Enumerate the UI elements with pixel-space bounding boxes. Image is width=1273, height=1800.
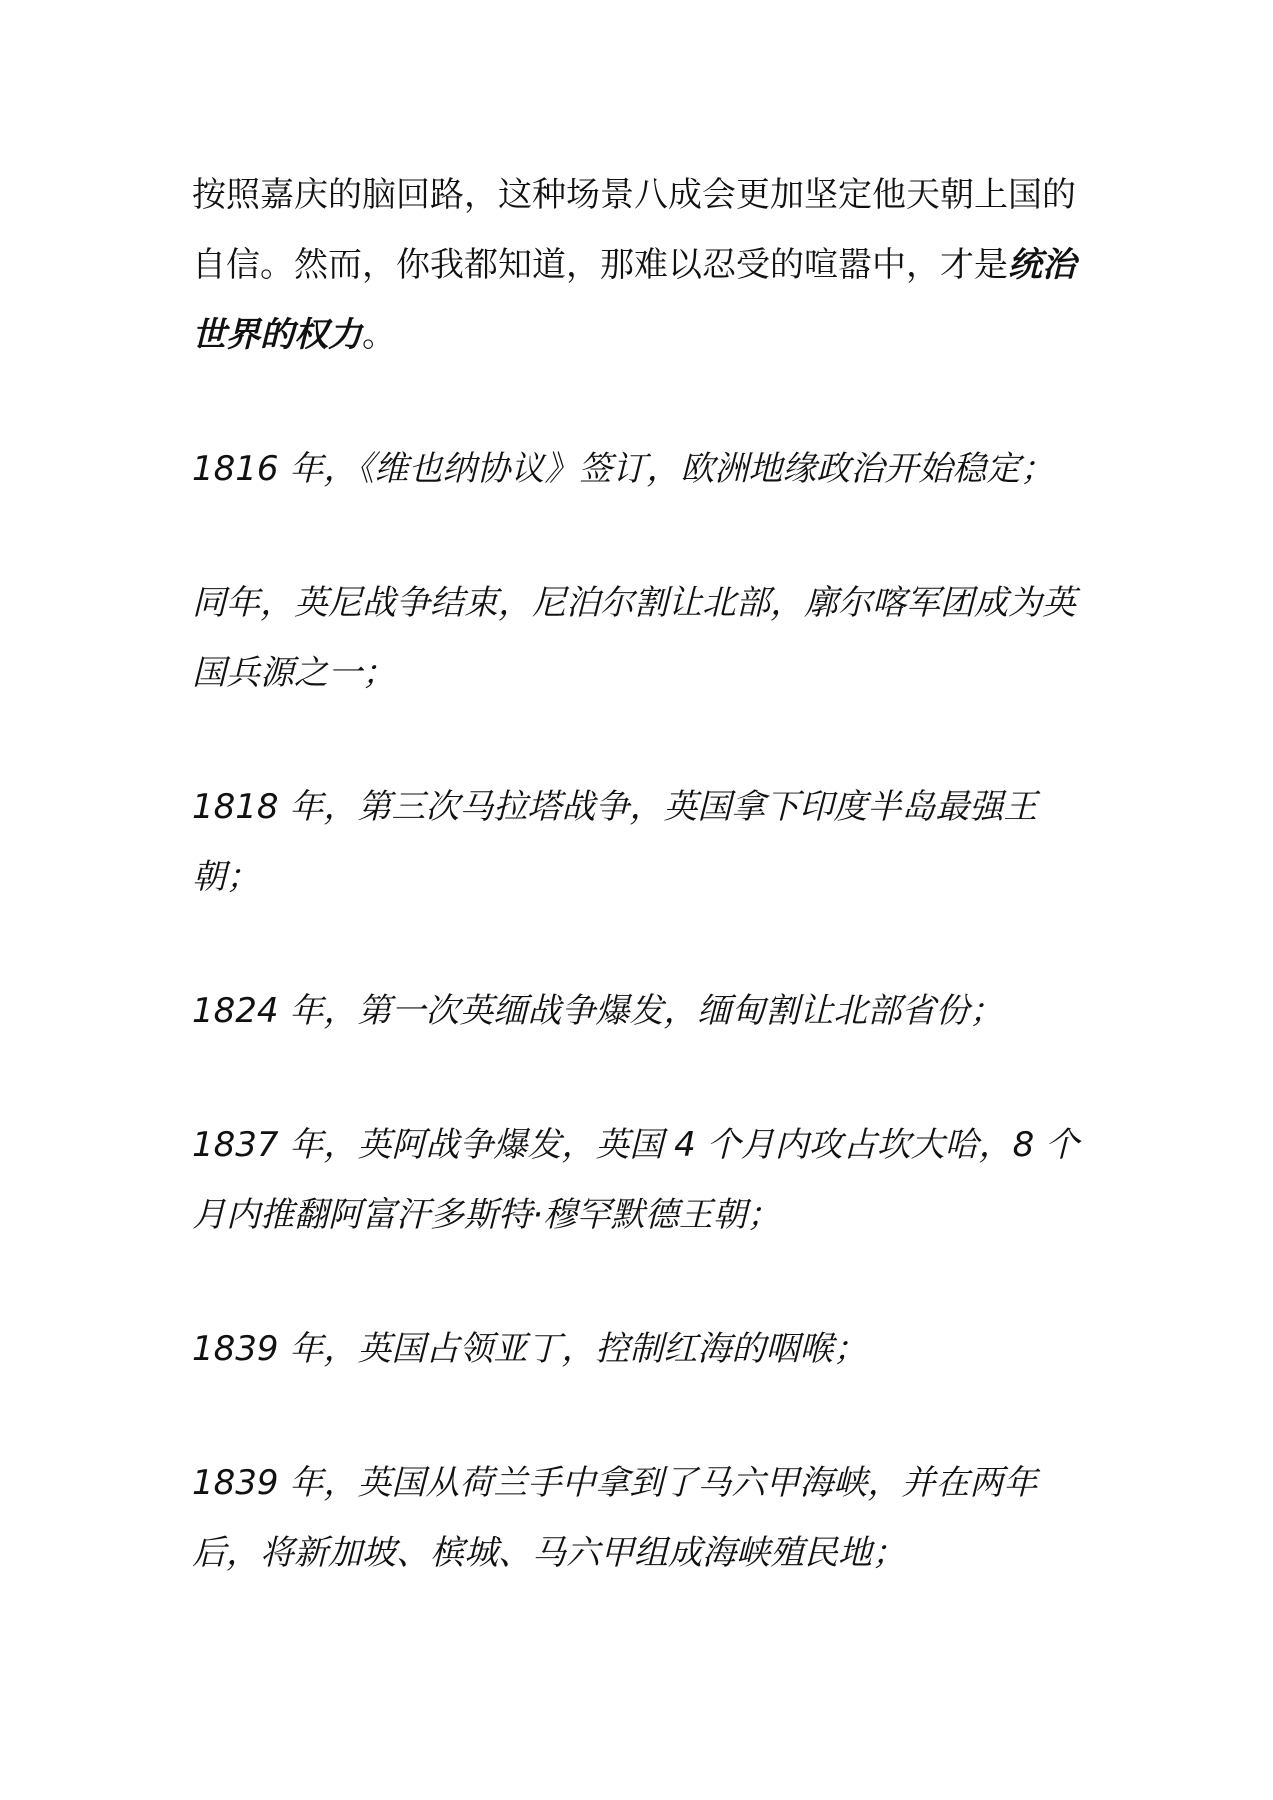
intro-text: 按照嘉庆的脑回路，这种场景八成会更加坚定他天朝上国的自信。然而，你我都知道，那难以忍受的喧嚣中，才是 xyxy=(192,175,1076,285)
event-1816-vienna: 1816 年，《维也纳协议》签订，欧洲地缘政治开始稳定； xyxy=(192,449,1055,489)
article-body xyxy=(192,160,1092,1588)
event-1818-maratha-war: 1818 年，第三次马拉塔战争，英国拿下印度半岛最强王朝； xyxy=(192,787,1038,897)
event-1837-afghan-war: 1837 年，英阿战争爆发，英国 4 个月内攻占坎大哈，8 个月内推翻阿富汗多斯特·穆罕默德王朝； xyxy=(192,1125,1080,1235)
event-1824-burma-war: 1824 年，第一次英缅战争爆发，缅甸割让北部省份； xyxy=(192,991,1004,1031)
intro-end-punctuation: 。 xyxy=(362,315,396,355)
event-1839-aden: 1839 年，英国占领亚丁，控制红海的咽喉； xyxy=(192,1329,868,1369)
intro-paragraph xyxy=(192,160,1092,370)
event-1839-malacca: 1839 年，英国从荷兰手中拿到了马六甲海峡，并在两年后，将新加坡、槟城、马六甲组成海峡殖民地； xyxy=(192,1463,1038,1573)
emphasis-phrase: 统治世界的权力 xyxy=(192,245,1076,355)
event-anglo-nepal-war: 同年，英尼战争结束，尼泊尔割让北部，廓尔喀军团成为英国兵源之一； xyxy=(192,583,1076,693)
